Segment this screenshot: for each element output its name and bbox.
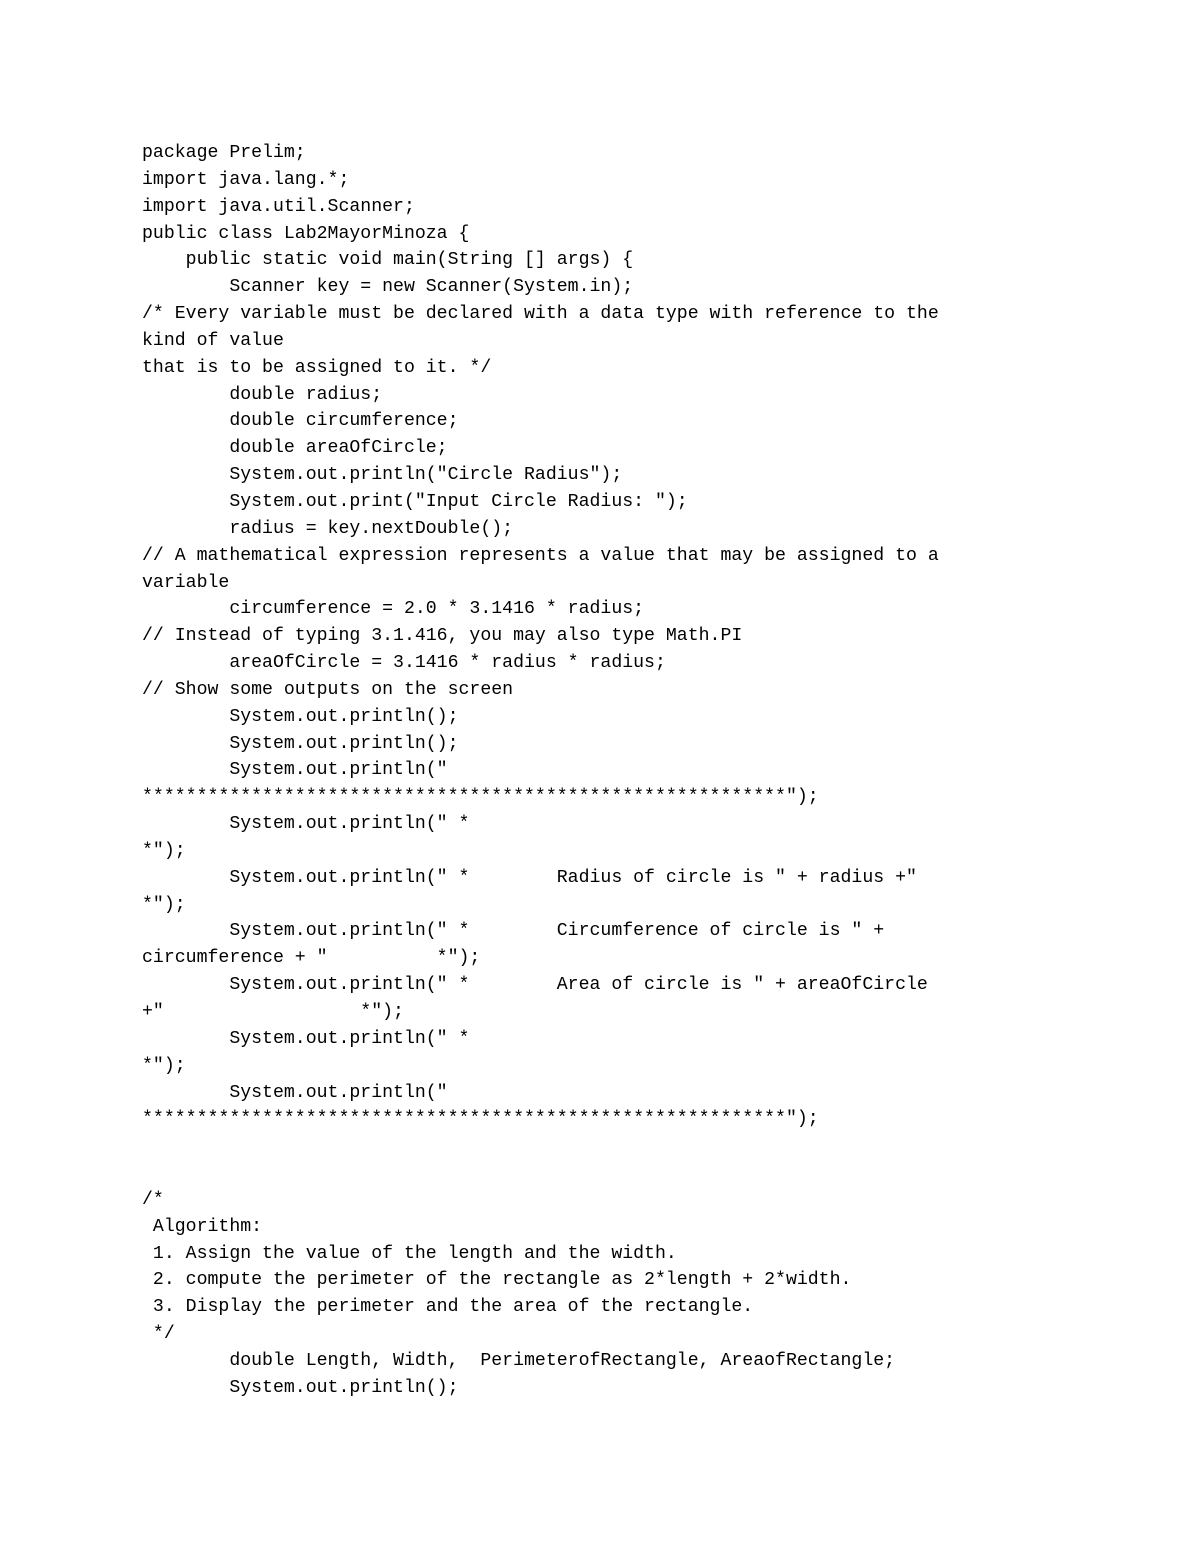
code-line: circumference + " *"); bbox=[142, 948, 481, 969]
code-line: *"); bbox=[142, 1055, 186, 1076]
code-line: System.out.println(" bbox=[142, 1082, 448, 1103]
code-line: Algorithm: bbox=[142, 1216, 263, 1237]
code-line: radius = key.nextDouble(); bbox=[142, 518, 514, 539]
code-line: // A mathematical expression represents a value that may be assigned to a bbox=[142, 545, 939, 566]
code-line: /* Every variable must be declared with a data type with reference to the bbox=[142, 304, 939, 325]
code-line: /* bbox=[142, 1189, 164, 1210]
code-line: that is to be assigned to it. */ bbox=[142, 357, 492, 378]
code-line: variable bbox=[142, 572, 230, 593]
code-line bbox=[142, 1133, 1142, 1160]
code-line: System.out.print("Input Circle Radius: "); bbox=[142, 491, 688, 512]
code-line: 2. compute the perimeter of the rectangle as 2*length + 2*width. bbox=[142, 1270, 852, 1291]
code-line: ***********************************************************"); bbox=[142, 787, 819, 808]
code-line: circumference = 2.0 * 3.1416 * radius; bbox=[142, 599, 645, 620]
code-line: System.out.println(" * Circumference of circle is " + bbox=[142, 921, 885, 942]
code-line bbox=[142, 1160, 1142, 1187]
code-line: System.out.println(); bbox=[142, 706, 459, 727]
code-line: double Length, Width, PerimeterofRectangle, AreaofRectangle; bbox=[142, 1350, 896, 1371]
code-line: System.out.println(); bbox=[142, 733, 459, 754]
code-line: ***********************************************************"); bbox=[142, 1109, 819, 1130]
code-line: double areaOfCircle; bbox=[142, 438, 448, 459]
code-listing bbox=[142, 140, 1142, 1402]
code-line: double circumference; bbox=[142, 411, 459, 432]
code-line: // Instead of typing 3.1.416, you may also type Math.PI bbox=[142, 626, 743, 647]
code-line: // Show some outputs on the screen bbox=[142, 679, 514, 700]
code-line: System.out.println(" * bbox=[142, 1028, 470, 1049]
code-line: +" *"); bbox=[142, 1002, 404, 1022]
code-line: kind of value bbox=[142, 330, 284, 351]
code-line: System.out.println("Circle Radius"); bbox=[142, 465, 623, 486]
code-line: areaOfCircle = 3.1416 * radius * radius; bbox=[142, 653, 666, 674]
code-line: import java.util.Scanner; bbox=[142, 196, 415, 217]
code-line: System.out.println(" * Radius of circle is " + radius +" bbox=[142, 867, 917, 888]
code-line: *"); bbox=[142, 840, 186, 861]
code-line: package Prelim; bbox=[142, 143, 306, 163]
code-line: System.out.println(" bbox=[142, 760, 448, 781]
code-line: public class Lab2MayorMinoza { bbox=[142, 223, 470, 244]
code-line: System.out.println(); bbox=[142, 1377, 459, 1398]
code-line: public static void main(String [] args) { bbox=[142, 250, 634, 271]
code-line: *"); bbox=[142, 894, 186, 915]
code-line: import java.lang.*; bbox=[142, 169, 350, 190]
code-line: */ bbox=[142, 1324, 175, 1345]
code-line: System.out.println(" * bbox=[142, 814, 470, 835]
code-line: double radius; bbox=[142, 384, 383, 405]
code-line: 3. Display the perimeter and the area of the rectangle. bbox=[142, 1297, 754, 1318]
code-line: System.out.println(" * Area of circle is " + areaOfCircle bbox=[142, 975, 928, 996]
code-line: 1. Assign the value of the length and the width. bbox=[142, 1243, 677, 1264]
code-line: Scanner key = new Scanner(System.in); bbox=[142, 277, 634, 298]
